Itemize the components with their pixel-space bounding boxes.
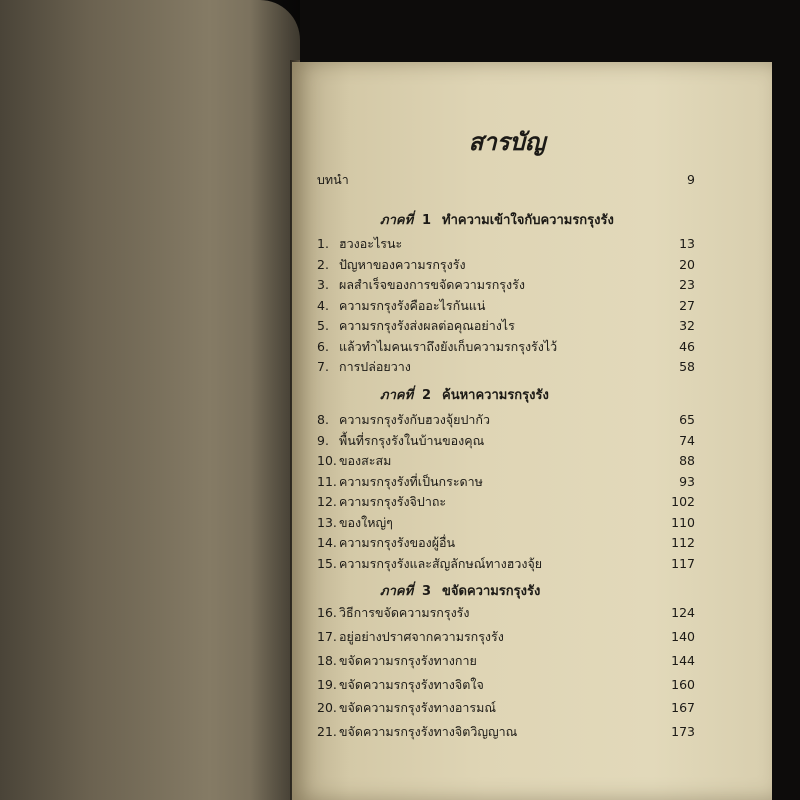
chapter-page: 27 (679, 298, 695, 313)
chapter-page: 88 (679, 453, 695, 468)
toc-row (292, 675, 772, 695)
toc-row (292, 651, 772, 671)
chapter-page: 13 (679, 236, 695, 251)
chapter-number: 2. (317, 257, 329, 272)
chapter-number: 10. (317, 453, 337, 468)
part-title: ทำความเข้าใจกับความรกรุงรัง (442, 213, 614, 228)
chapter-number: 9. (317, 433, 329, 448)
toc-row (292, 627, 772, 647)
toc-row (292, 410, 772, 430)
chapter-title: ฮวงอะไรนะ (339, 236, 403, 251)
chapter-number: 6. (317, 339, 329, 354)
chapter-page: 32 (679, 318, 695, 333)
chapter-number: 18. (317, 653, 337, 668)
part-title: ขจัดความรกรุงรัง (442, 584, 541, 599)
part-heading-2 (292, 385, 772, 407)
chapter-title: ความรกรุงรังและสัญลักษณ์ทางฮวงจุ้ย (339, 556, 543, 571)
toc-row (292, 492, 772, 512)
chapter-number: 21. (317, 724, 337, 739)
toc-row (292, 431, 772, 451)
part-number: 1 (422, 213, 432, 228)
toc-row (292, 533, 772, 553)
toc-row (292, 296, 772, 316)
part-label: ภาคที่ (380, 388, 414, 403)
chapter-title: วิธีการขจัดความรกรุงรัง (339, 605, 470, 620)
chapter-page: 110 (671, 515, 695, 530)
toc-row (292, 357, 772, 377)
toc-row (292, 722, 772, 742)
chapter-page: 124 (671, 605, 695, 620)
toc-row (292, 234, 772, 254)
chapter-number: 4. (317, 298, 329, 313)
chapter-title: แล้วทำไมคนเราถึงยังเก็บความรกรุงรังไว้ (339, 339, 558, 354)
chapter-number: 7. (317, 359, 329, 374)
part-heading-1 (292, 210, 772, 232)
chapter-page: 23 (679, 277, 695, 292)
chapter-page: 167 (671, 700, 695, 715)
chapter-title: อยู่อย่างปราศจากความรกรุงรัง (339, 629, 504, 644)
chapter-number: 16. (317, 605, 337, 620)
toc-entry-title: บทนำ (317, 172, 349, 187)
chapter-number: 17. (317, 629, 337, 644)
chapter-page: 93 (679, 474, 695, 489)
chapter-number: 15. (317, 556, 337, 571)
part-number: 2 (422, 388, 432, 403)
chapter-page: 46 (679, 339, 695, 354)
chapter-number: 19. (317, 677, 337, 692)
chapter-title: ขจัดความรกรุงรังทางกาย (339, 653, 477, 668)
chapter-page: 102 (671, 494, 695, 509)
chapter-page: 58 (679, 359, 695, 374)
chapter-page: 140 (671, 629, 695, 644)
chapter-title: ความรกรุงรังจิปาถะ (339, 494, 447, 509)
toc-row (292, 255, 772, 275)
toc-intro-row (292, 170, 772, 190)
part-label: ภาคที่ (380, 213, 414, 228)
chapter-title: ผลสำเร็จของการขจัดความรกรุงรัง (339, 277, 525, 292)
chapter-title: พื้นที่รกรุงรังในบ้านของคุณ (339, 433, 485, 448)
chapter-page: 112 (671, 535, 695, 550)
contents-page (292, 62, 772, 800)
chapter-page: 160 (671, 677, 695, 692)
chapter-page: 173 (671, 724, 695, 739)
chapter-title: ขจัดความรกรุงรังทางจิตใจ (339, 677, 484, 692)
chapter-title: ของใหญ่ๆ (339, 515, 393, 530)
toc-row (292, 275, 772, 295)
chapter-title: ขจัดความรกรุงรังทางจิตวิญญาณ (339, 724, 518, 739)
toc-entry-page: 9 (687, 172, 695, 187)
toc-row (292, 698, 772, 718)
toc-row (292, 472, 772, 492)
chapter-number: 8. (317, 412, 329, 427)
toc-row (292, 337, 772, 357)
chapter-title: ขจัดความรกรุงรังทางอารมณ์ (339, 700, 496, 715)
toc-row (292, 603, 772, 623)
chapter-title: ความรกรุงรังส่งผลต่อคุณอย่างไร (339, 318, 515, 333)
chapter-page: 74 (679, 433, 695, 448)
chapter-number: 3. (317, 277, 329, 292)
chapter-number: 5. (317, 318, 329, 333)
chapter-title: ของสะสม (339, 453, 392, 468)
chapter-page: 20 (679, 257, 695, 272)
part-title: ค้นหาความรกรุงรัง (442, 388, 549, 403)
chapter-title: ความรกรุงรังที่เป็นกระดาษ (339, 474, 483, 489)
part-heading-3 (292, 581, 772, 603)
chapter-title: ความรกรุงรังกับฮวงจุ้ยปากัว (339, 412, 491, 427)
chapter-page: 144 (671, 653, 695, 668)
chapter-number: 12. (317, 494, 337, 509)
part-number: 3 (422, 584, 432, 599)
chapter-title: การปล่อยวาง (339, 359, 411, 374)
chapter-page: 117 (671, 556, 695, 571)
chapter-page: 65 (679, 412, 695, 427)
chapter-number: 14. (317, 535, 337, 550)
chapter-title: ความรกรุงรังของผู้อื่น (339, 535, 456, 550)
toc-row (292, 451, 772, 471)
toc-row (292, 513, 772, 533)
toc-row (292, 554, 772, 574)
chapter-title: ปัญหาของความรกรุงรัง (339, 257, 466, 272)
chapter-number: 1. (317, 236, 329, 251)
chapter-number: 20. (317, 700, 337, 715)
chapter-number: 13. (317, 515, 337, 530)
page-title: สารบัญ (468, 128, 546, 156)
chapter-number: 11. (317, 474, 337, 489)
chapter-title: ความรกรุงรังคืออะไรกันแน่ (339, 298, 486, 313)
toc-row (292, 316, 772, 336)
part-label: ภาคที่ (380, 584, 414, 599)
